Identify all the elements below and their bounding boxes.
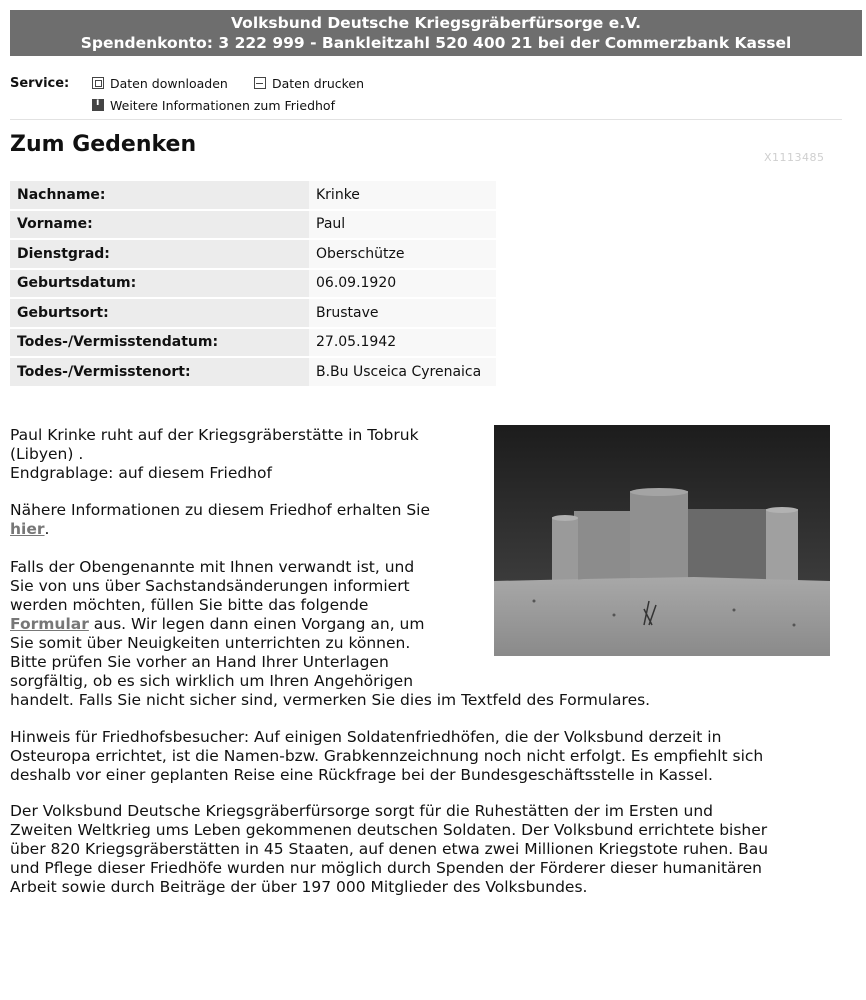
visitor-notice-line: Osteuropa errichtet, ist die Namen-bzw. Grabkennzeichnung noch nicht erfolgt. Es empfiehlt sich	[10, 747, 764, 765]
relatives-text-line: handelt. Falls Sie nicht sicher sind, vermerken Sie dies im Textfeld des Formulares.	[10, 691, 651, 709]
volksbund-info-line: Zweiten Weltkrieg ums Leben gekommenen deutschen Soldaten. Der Volksbund errichtete bisher	[10, 821, 768, 839]
firstname-value: Paul	[309, 211, 496, 239]
cemetery-info-link[interactable]	[92, 98, 335, 113]
printer-icon	[254, 77, 266, 89]
visitor-notice-line: deshalb vor einer geplanten Reise eine Rückfrage bei der Bundesgeschäftsstelle in Kassel.	[10, 766, 713, 784]
rank-value: Oberschütze	[309, 240, 496, 268]
download-data-link[interactable]	[92, 76, 228, 91]
burial-text-line: (Libyen) .	[10, 445, 84, 463]
birthplace-value: Brustave	[309, 299, 496, 327]
relatives-text-line: Falls der Obengenannte mit Ihnen verwandt ist, und	[10, 558, 415, 576]
relatives-paragraph	[10, 558, 650, 710]
volksbund-info-line: und Pflege dieser Friedhöfe wurden nur möglich durch Spenden der Förderer dieser humanitären	[10, 859, 762, 877]
volksbund-info-line: über 820 Kriegsgräberstätten in 45 Staaten, auf denen etwa zwei Millionen Kriegstote ruhen. Bau	[10, 840, 769, 858]
here-link[interactable]: hier	[10, 520, 45, 538]
relatives-text-line: werden möchten, füllen Sie bitte das folgende	[10, 596, 369, 614]
download-data-label: Daten downloaden	[110, 76, 228, 91]
volksbund-info-line: Der Volksbund Deutsche Kriegsgräberfürsorge sorgt für die Ruhestätten der im Ersten und	[10, 802, 714, 820]
volksbund-info-paragraph	[10, 802, 768, 897]
person-details-table	[10, 179, 496, 388]
burial-info	[10, 426, 419, 483]
table-row	[10, 329, 496, 357]
table-row	[10, 358, 496, 386]
divider	[10, 119, 842, 120]
volksbund-info-line: Arbeit sowie durch Beiträge der über 197 000 Mitglieder des Volksbundes.	[10, 878, 588, 896]
visitor-notice-line: Hinweis für Friedhofsbesucher: Auf einigen Soldatenfriedhöfen, die der Volksbund derzeit in	[10, 728, 722, 746]
table-row	[10, 181, 496, 209]
visitor-notice-paragraph	[10, 728, 763, 785]
table-row	[10, 240, 496, 268]
cemetery-info-label: Weitere Informationen zum Friedhof	[110, 98, 335, 113]
page-title: Zum Gedenken	[10, 132, 197, 157]
death-date-label: Todes-/Vermisstendatum:	[10, 329, 309, 357]
death-place-label: Todes-/Vermisstenort:	[10, 358, 309, 386]
form-link[interactable]: Formular	[10, 615, 89, 633]
relatives-text-line: Sie von uns über Sachstandsänderungen informiert	[10, 577, 410, 595]
death-place-value: B.Bu Usceica Cyrenaica	[309, 358, 496, 386]
banner-account-info: Spendenkonto: 3 222 999 - Bankleitzahl 520 400 21 bei der Commerzbank Kassel	[80, 34, 792, 52]
print-data-link[interactable]	[254, 76, 364, 91]
banner-title: Volksbund Deutsche Kriegsgräberfürsorge e.V.	[231, 14, 641, 32]
death-date-value: 27.05.1942	[309, 329, 496, 357]
table-row	[10, 299, 496, 327]
firstname-label: Vorname:	[10, 211, 309, 239]
document-id: X1113485	[764, 151, 825, 164]
burial-text-line: Endgrablage: auf diesem Friedhof	[10, 464, 272, 482]
service-label: Service:	[10, 76, 70, 91]
rank-label: Dienstgrad:	[10, 240, 309, 268]
donation-banner	[10, 10, 862, 56]
relatives-text-line: Bitte prüfen Sie vorher an Hand Ihrer Unterlagen	[10, 653, 389, 671]
cemetery-info-paragraph	[10, 501, 430, 539]
surname-label: Nachname:	[10, 181, 309, 209]
print-data-label: Daten drucken	[272, 76, 365, 91]
cemetery-info-text: Nähere Informationen zu diesem Friedhof erhalten Sie	[10, 501, 431, 519]
relatives-text-line	[10, 615, 650, 634]
birthdate-value: 06.09.1920	[309, 270, 496, 298]
birthplace-label: Geburtsort:	[10, 299, 309, 327]
birthdate-label: Geburtsdatum:	[10, 270, 309, 298]
download-icon	[92, 77, 104, 89]
info-icon	[92, 99, 104, 111]
relatives-text-line: Sie somit über Neuigkeiten unterrichten zu können.	[10, 634, 411, 652]
relatives-text-fragment: aus. Wir legen dann einen Vorgang an, um	[88, 615, 425, 633]
surname-value: Krinke	[309, 181, 496, 209]
burial-text-line: Paul Krinke ruht auf der Kriegsgräberstätte in Tobruk	[10, 426, 419, 444]
table-row	[10, 211, 496, 239]
relatives-text-line: sorgfältig, ob es sich wirklich um Ihren Angehörigen	[10, 672, 414, 690]
period-text: .	[44, 520, 50, 538]
cemetery-info-line	[10, 520, 430, 539]
table-row	[10, 270, 496, 298]
